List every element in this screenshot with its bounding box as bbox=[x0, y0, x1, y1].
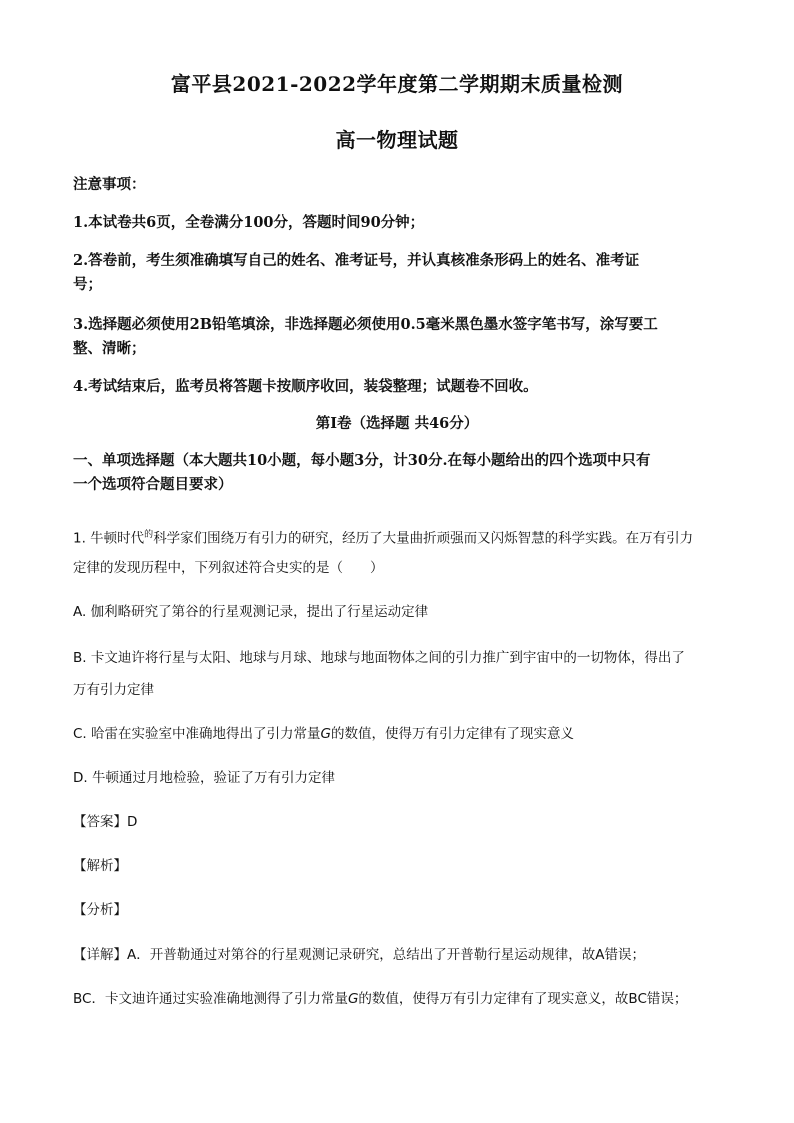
option-b-line2: 万有引力定律 bbox=[73, 682, 154, 698]
note-item-1: 1.本试卷共6页，全卷满分100分，答题时间90分钟； bbox=[73, 214, 425, 231]
detail-bc-post: 的数值，使得万有引力定律有了现实意义，故BC错误； bbox=[358, 991, 688, 1007]
option-c-var: G bbox=[320, 726, 331, 742]
note-item-2-cont: 号； bbox=[73, 276, 102, 293]
detail-line-bc bbox=[73, 987, 733, 1012]
answer-value: D bbox=[127, 814, 138, 830]
fenxi-label: 【分析】 bbox=[73, 902, 127, 918]
detail-a: A．开普勒通过对第谷的行星观测记录研究，总结出了开普勒行星运动规律，故A错误； bbox=[127, 947, 645, 963]
notes-heading: 注意事项： bbox=[73, 176, 146, 193]
option-b-line1: B. 卡文迪许将行星与太阳、地球与月球、地球与地面物体之间的引力推广到宇宙中的一切物体，得出了 bbox=[73, 650, 685, 666]
question-1-stem-rest: 科学家们围绕万有引力的研究，经历了大量曲折顽强而又闪烁智慧的科学实践。在万有引力 bbox=[153, 530, 694, 547]
answer-line bbox=[73, 810, 723, 835]
question-1-stem bbox=[73, 523, 723, 552]
part1-instructions-line1: 一、单项选择题（本大题共10小题，每小题3分，计30分.在每小题给出的四个选项中只有 bbox=[73, 452, 651, 469]
part1-instructions-line2: 一个选项符合题目要求） bbox=[73, 476, 233, 493]
option-c-pre: C. 哈雷在实验室中准确地得出了引力常量 bbox=[73, 726, 321, 742]
exam-subtitle: 高一物理试题 bbox=[335, 128, 459, 152]
note-item-4: 4.考试结束后，监考员将答题卡按顺序收回，装袋整理；试题卷不回收。 bbox=[73, 378, 538, 395]
option-c bbox=[73, 722, 723, 747]
answer-label: 【答案】 bbox=[73, 814, 127, 830]
option-d: D. 牛顿通过月地检验，验证了万有引力定律 bbox=[73, 770, 335, 786]
analysis-label: 【解析】 bbox=[73, 858, 127, 874]
note-item-3: 3.选择题必须使用2B铅笔填涂，非选择题必须使用0.5毫米黑色墨水签字笔书写，涂写要工 bbox=[73, 316, 658, 333]
detail-bc-var: G bbox=[347, 991, 359, 1007]
question-1-stem-mark: 的 bbox=[144, 530, 154, 540]
detail-label: 【详解】 bbox=[73, 947, 127, 963]
option-c-post: 的数值，使得万有引力定律有了现实意义 bbox=[330, 726, 574, 742]
question-1-stem-line2: 定律的发现历程中，下列叙述符合史实的是（ ） bbox=[73, 560, 384, 576]
note-item-3-cont: 整、清晰； bbox=[73, 340, 146, 357]
note-item-2: 2.答卷前，考生须准确填写自己的姓名、准考证号，并认真核准条形码上的姓名、准考证 bbox=[73, 252, 640, 269]
option-a: A. 伽利略研究了第谷的行星观测记录，提出了行星运动定律 bbox=[73, 604, 429, 620]
detail-line-a bbox=[73, 943, 723, 968]
section-header: 第I卷（选择题 共46分） bbox=[315, 415, 479, 432]
question-1-stem-start: 1. 牛顿时代 bbox=[73, 530, 145, 547]
detail-bc-pre: BC．卡文迪许通过实验准确地测得了引力常量 bbox=[73, 991, 348, 1007]
exam-title: 富平县2021-2022学年度第二学期期末质量检测 bbox=[170, 72, 624, 96]
